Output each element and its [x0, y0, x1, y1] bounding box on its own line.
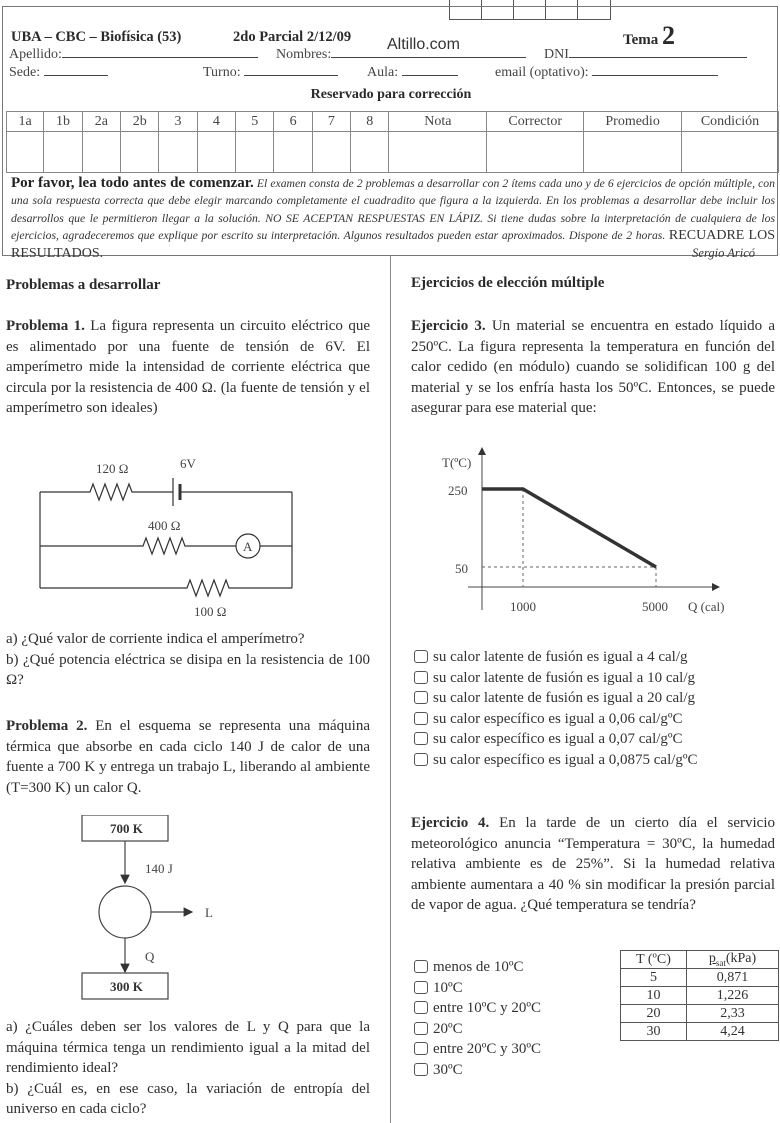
exercise-3-option[interactable]: [414, 709, 698, 730]
grade-cell[interactable]: [312, 132, 350, 173]
checkbox[interactable]: [414, 1042, 428, 1055]
checkbox[interactable]: [414, 732, 428, 745]
column-divider: [390, 256, 391, 1123]
option-label: 10ºC: [433, 979, 463, 996]
option-label: entre 10ºC y 20ºC: [433, 1000, 542, 1016]
checkbox[interactable]: [414, 753, 428, 766]
problem-2-question-b: b) ¿Cuál es, en ese caso, la variación de entropía del universo en cada ciclo?: [6, 1080, 370, 1117]
email-input[interactable]: [592, 64, 718, 76]
grade-col-header: 2b: [121, 112, 159, 132]
psat-t: 30: [621, 1023, 687, 1041]
problem-1-questions: [6, 629, 370, 691]
exercise-4-body: En la tarde de un cierto día el servicio meteorológico anuncia “Temperatura = 30ºC, la humedad relativa ambiente es de 25%”. Si la humedad relativa ambiente aumentara a 40 % sin modificar la presión parcial de vapor de agua. ¿Qué temperatura se tendría?: [411, 815, 775, 913]
exercise-3-option[interactable]: [414, 729, 698, 750]
instructions-lead: Por favor, lea todo antes de comenzar.: [11, 175, 254, 191]
tema-text: Tema: [623, 32, 659, 48]
turno-input[interactable]: [244, 64, 338, 76]
tema-number: 2: [662, 21, 676, 50]
option-label: 30ºC: [433, 1061, 463, 1078]
temperature-heat-graph: [420, 445, 740, 620]
exercise-3-option[interactable]: [414, 668, 698, 689]
checkbox[interactable]: [414, 671, 428, 684]
grade-col-header: 6: [274, 112, 312, 132]
psat-header-p-sub: sat: [715, 957, 726, 968]
option-label: entre 20ºC y 30ºC: [433, 1041, 542, 1057]
signature: Sergio Aricó: [692, 245, 755, 260]
exercise-4-option[interactable]: [414, 1019, 541, 1040]
heat-engine-diagram: [70, 815, 270, 1000]
aula-input[interactable]: [402, 64, 458, 76]
dni-label: DNI: [544, 47, 569, 62]
exercise-3-option[interactable]: [414, 750, 698, 771]
exam-subtitle: 2do Parcial 2/12/09: [233, 29, 352, 45]
grade-cell[interactable]: [7, 132, 44, 173]
grade-col-header: 8: [351, 112, 389, 132]
email-field: [495, 64, 718, 81]
r1-label: 120 Ω: [96, 461, 129, 476]
heat-out-label: Q: [145, 949, 155, 964]
email-label: email (optativo):: [495, 65, 589, 80]
exercise-3-options: [414, 647, 698, 770]
option-label: su calor específico es igual a 0,0875 cal/gºC: [433, 751, 698, 768]
hot-reservoir-label: 700 K: [110, 821, 143, 836]
psat-p: 2,33: [687, 1005, 779, 1023]
turno-field: [203, 64, 338, 81]
aula-label: Aula:: [367, 65, 399, 80]
grade-cell[interactable]: [236, 132, 274, 173]
graph-xtick-1000: 1000: [510, 599, 536, 614]
graph-curve: [482, 489, 656, 567]
exercise-4-option[interactable]: [414, 1060, 541, 1081]
grade-col-header: 4: [197, 112, 235, 132]
sede-label: Sede:: [9, 65, 41, 80]
exercise-3-label: Ejercicio 3.: [411, 318, 486, 334]
grade-col-header: 5: [236, 112, 274, 132]
graph-xtick-5000: 5000: [642, 599, 668, 614]
grade-cell[interactable]: [584, 132, 682, 173]
grade-cell[interactable]: [274, 132, 312, 173]
problem-2-label: Problema 2.: [6, 718, 88, 734]
graph-ytick-50: 50: [455, 561, 468, 576]
grade-col-header: 7: [312, 112, 350, 132]
graph-ytick-250: 250: [448, 483, 468, 498]
checkbox[interactable]: [414, 650, 428, 663]
grade-col-header: 3: [159, 112, 197, 132]
dni-input[interactable]: [569, 46, 747, 58]
cold-reservoir-label: 300 K: [110, 979, 143, 994]
saturation-pressure-table: [620, 950, 779, 1041]
graph-ylabel: T(ºC): [442, 455, 472, 470]
exercise-3-option[interactable]: [414, 647, 698, 668]
checkbox[interactable]: [414, 960, 428, 973]
checkbox[interactable]: [414, 712, 428, 725]
problem-1-body: La figura representa un circuito eléctrico que es alimentado por una fuente de tensión de 6V. El amperímetro mide la intensidad de corriente eléctrica que circula por la resistencia de 400 Ω. (la fuente de tensión y el amperímetro son ideales): [6, 318, 370, 416]
right-section-title: Ejercicios de elección múltiple: [411, 275, 605, 291]
r3-label: 100 Ω: [194, 604, 227, 619]
exercise-3-option[interactable]: [414, 688, 698, 709]
grade-cell[interactable]: [487, 132, 584, 173]
psat-t: 20: [621, 1005, 687, 1023]
source-label: 6V: [180, 456, 196, 471]
grade-col-header: 1b: [44, 112, 82, 132]
psat-t: 5: [621, 969, 687, 987]
psat-header-t: T (ºC): [621, 951, 687, 969]
exercise-4-options: [414, 957, 541, 1080]
checkbox[interactable]: [414, 1063, 428, 1076]
option-label: su calor latente de fusión es igual a 10 cal/g: [433, 669, 695, 686]
grade-col-header: 2a: [82, 112, 120, 132]
circuit-diagram: [30, 448, 320, 623]
apellido-field: [9, 46, 258, 63]
problem-2-question-a: a) ¿Cuáles deben ser los valores de L y Q para que la máquina térmica tenga un rendimiento igual a la mitad del rendimiento ideal?: [6, 1019, 370, 1076]
option-label: su calor específico es igual a 0,07 cal/gºC: [433, 731, 683, 747]
problem-1-text: [6, 316, 370, 419]
grade-col-header: Promedio: [584, 112, 682, 132]
dni-field: [544, 46, 747, 63]
aula-field: [367, 64, 458, 81]
apellido-input[interactable]: [62, 46, 258, 58]
grade-cell[interactable]: [159, 132, 197, 173]
left-section-title: Problemas a desarrollar: [6, 277, 161, 293]
grade-col-header: 1a: [7, 112, 44, 132]
turno-label: Turno:: [203, 65, 241, 80]
instructions-body: El examen consta de 2 problemas a desarrollar con 2 ítems cada uno y de 6 ejercicios de opción múltiple, con una sola respuesta correcta que debe elegir marcando completamente el cuadradito que figura a la izquierda. En los problemas a desarrollar debe incluir los desarrollos que le permitieron llegar a la solución. NO SE ACEPTAN RESPUESTAS EN LÁPIZ. Si tiene dudas sobre la interpretación de cualquiera de los ejercicios, agradeceremos que explique por escrito su interpretación. Algunos resultados pueden estar aproximados. Dispone de 2 horas.: [11, 177, 775, 243]
sede-field: [9, 64, 108, 81]
grade-col-header: Nota: [389, 112, 487, 132]
option-label: su calor latente de fusión es igual a 4 cal/g: [433, 649, 688, 665]
grade-cell[interactable]: [82, 132, 120, 173]
nombres-label: Nombres:: [276, 47, 332, 62]
table-row: [621, 987, 779, 1005]
grade-cell[interactable]: [682, 132, 779, 173]
psat-header-p: [687, 951, 779, 969]
psat-header-p-main: p: [708, 951, 716, 967]
psat-p: 0,871: [687, 969, 779, 987]
exercise-4-option[interactable]: [414, 957, 541, 978]
grade-col-header: Corrector: [487, 112, 584, 132]
checkbox[interactable]: [414, 1022, 428, 1035]
grade-cell[interactable]: [197, 132, 235, 173]
exercise-4-option[interactable]: [414, 998, 541, 1019]
exercise-3-body: Un material se encuentra en estado líquido a 250ºC. La figura representa la temperatura en función del calor cedido (en módulo) cuando se solidifican 100 g del material y se los enfría hasta los 50ºC. Entonces, se puede asegurar para ese material que:: [411, 318, 775, 416]
heat-in-label: 140 J: [145, 861, 173, 876]
table-row: [621, 1005, 779, 1023]
graph-xlabel: Q (cal): [688, 599, 725, 614]
r2-label: 400 Ω: [148, 518, 181, 533]
exercise-4-text: [411, 813, 775, 916]
problem-2-text: [6, 716, 370, 798]
checkbox[interactable]: [414, 691, 428, 704]
table-row: [621, 1023, 779, 1041]
exercise-4-label: Ejercicio 4.: [411, 815, 490, 831]
sede-input[interactable]: [44, 64, 108, 76]
option-label: menos de 10ºC: [433, 959, 524, 975]
psat-p: 1,226: [687, 987, 779, 1005]
checkbox[interactable]: [414, 1001, 428, 1014]
table-row: [621, 969, 779, 987]
grade-cell[interactable]: [121, 132, 159, 173]
problem-2-body: En el esquema se representa una máquina térmica que absorbe en cada ciclo 140 J de calor de una fuente a 700 K y entrega un trabajo L, liberando al ambiente (T=300 K) un calor Q.: [6, 718, 370, 796]
exam-title: UBA – CBC – Biofísica (53): [11, 29, 182, 45]
instructions-caps: RECUADRE LOS RESULTADOS.: [11, 228, 775, 261]
problem-2-questions: [6, 1017, 370, 1120]
watermark: Altillo.com: [387, 36, 460, 53]
exercise-4-option[interactable]: [414, 1039, 541, 1060]
grade-cell[interactable]: [351, 132, 389, 173]
apellido-label: Apellido:: [9, 47, 62, 62]
instructions: [11, 175, 775, 262]
exam-header: [2, 6, 778, 261]
psat-t: 10: [621, 987, 687, 1005]
checkbox[interactable]: [414, 981, 428, 994]
option-label: su calor específico es igual a 0,06 cal/gºC: [433, 710, 683, 727]
grade-cell[interactable]: [389, 132, 487, 173]
problem-1-question-b: b) ¿Qué potencia eléctrica se disipa en la resistencia de 100 Ω?: [6, 651, 370, 688]
reserved-label: Reservado para corrección: [310, 87, 472, 102]
problem-1-question-a: a) ¿Qué valor de corriente indica el amperímetro?: [6, 631, 305, 647]
psat-p: 4,24: [687, 1023, 779, 1041]
grade-cell[interactable]: [44, 132, 82, 173]
grading-table: [6, 111, 779, 173]
option-label: 20ºC: [433, 1020, 463, 1037]
ammeter-label: A: [243, 539, 253, 554]
option-label: su calor latente de fusión es igual a 20 cal/g: [433, 690, 695, 706]
grade-col-header: Condición: [682, 112, 779, 132]
exercise-4-option[interactable]: [414, 978, 541, 999]
problem-1-label: Problema 1.: [6, 318, 85, 334]
exercise-3-text: [411, 316, 775, 419]
psat-header-p-unit: (kPa): [725, 951, 757, 967]
work-label: L: [205, 905, 213, 920]
